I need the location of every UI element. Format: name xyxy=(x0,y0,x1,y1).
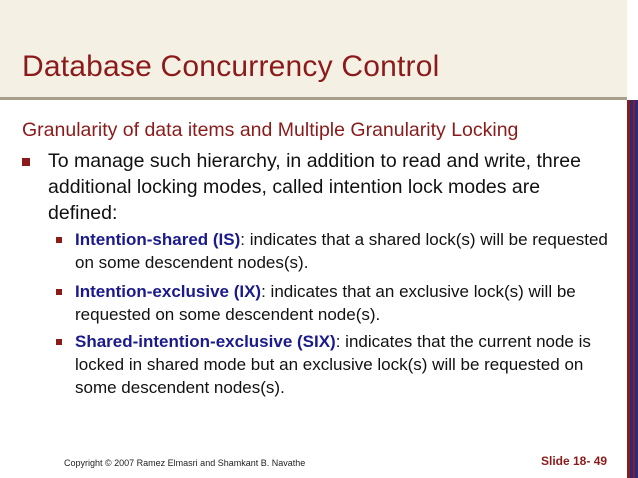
lock-mode-description: : indicates that an exclusive lock(s) will be requested on some descendent node(s). xyxy=(75,282,576,324)
lock-mode-description: : indicates that a shared lock(s) will be requested on some descendent nodes(s). xyxy=(75,230,608,272)
sub-bullet-text xyxy=(56,228,616,274)
main-bullet-item xyxy=(22,148,582,226)
sub-bullet-item-is xyxy=(56,228,616,274)
main-bullet-text: To manage such hierarchy, in addition to read and write, three additional locking modes, called intention lock modes are defined: xyxy=(48,150,581,224)
header-divider xyxy=(0,97,627,100)
copyright-notice: Copyright © 2007 Ramez Elmasri and Shamkant B. Navathe xyxy=(64,458,306,468)
decorative-stripes xyxy=(627,100,638,478)
square-bullet-icon xyxy=(56,289,62,295)
lock-mode-description: : indicates that the current node is locked in shared mode but an exclusive lock(s) will be requested on some descendent nodes(s). xyxy=(75,332,591,397)
slide-subtitle: Granularity of data items and Multiple Granularity Locking xyxy=(22,119,519,141)
square-bullet-icon xyxy=(22,158,30,166)
sub-bullet-item-ix xyxy=(56,280,616,326)
lock-mode-term: Shared-intention-exclusive (SIX) xyxy=(75,332,336,351)
sub-bullet-item-six xyxy=(56,330,616,399)
slide-title: Database Concurrency Control xyxy=(22,50,440,83)
lock-mode-term: Intention-shared (IS) xyxy=(75,230,241,249)
sub-bullet-text xyxy=(56,330,616,399)
sub-bullet-text xyxy=(56,280,616,326)
lock-mode-term: Intention-exclusive (IX) xyxy=(75,282,262,301)
square-bullet-icon xyxy=(56,339,62,345)
square-bullet-icon xyxy=(56,237,62,243)
slide-number: Slide 18- 49 xyxy=(541,454,608,468)
